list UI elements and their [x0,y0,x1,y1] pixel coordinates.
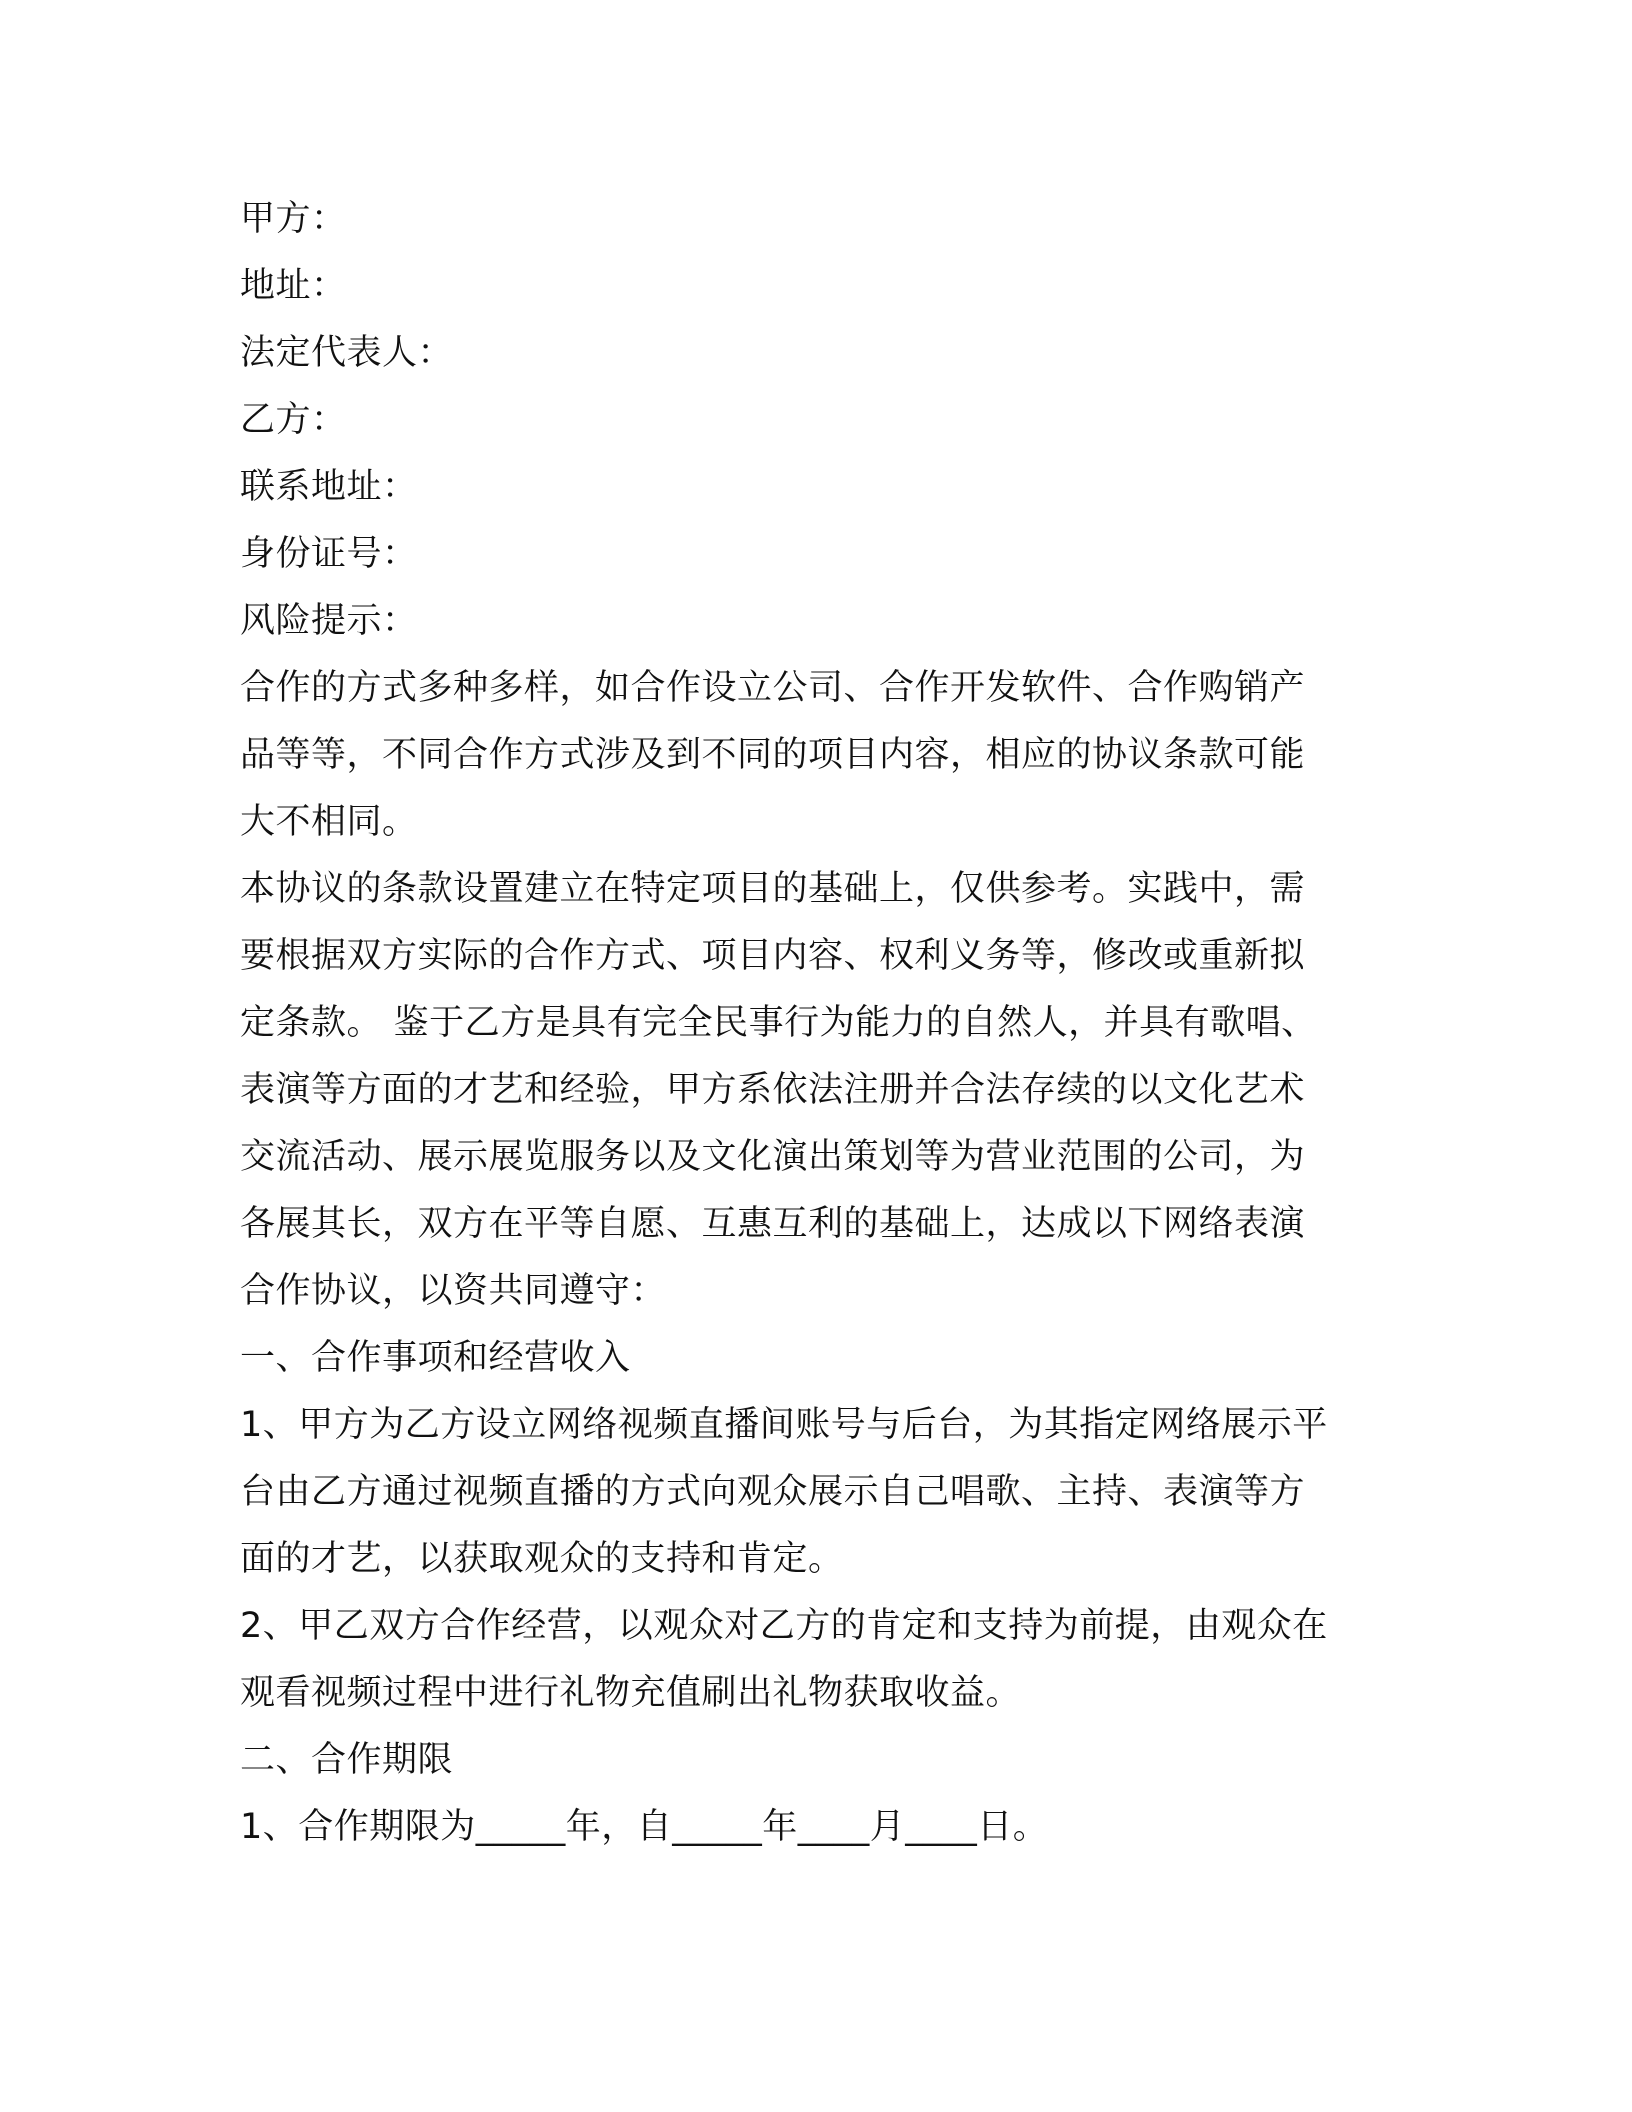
paragraph-line: 品等等，不同合作方式涉及到不同的项目内容，相应的协议条款可能 [240,735,1306,775]
contact-address-label: 联系地址： [240,467,418,507]
id-number-label: 身份证号： [240,534,418,574]
clause-line: 观看视频过程中进行礼物充值刷出礼物获取收益。 [240,1673,1022,1713]
paragraph-line: 大不相同。 [240,802,418,842]
paragraph-line: 各展其长，双方在平等自愿、互惠互利的基础上，达成以下网络表演 [240,1204,1306,1244]
paragraph-line: 本协议的条款设置建立在特定项目的基础上，仅供参考。实践中，需 [240,869,1306,909]
section-heading: 一、合作事项和经营收入 [240,1338,631,1378]
clause-line: 台由乙方通过视频直播的方式向观众展示自己唱歌、主持、表演等方 [240,1472,1306,1512]
clause-line: 面的才艺，以获取观众的支持和肯定。 [240,1539,844,1579]
clause-line: 2、甲乙双方合作经营，以观众对乙方的肯定和支持为前提，由观众在 [240,1606,1328,1646]
paragraph-line: 交流活动、展示展览服务以及文化演出策划等为营业范围的公司，为 [240,1137,1306,1177]
paragraph-line: 合作的方式多种多样，如合作设立公司、合作开发软件、合作购销产 [240,668,1306,708]
section-heading: 二、合作期限 [240,1740,454,1780]
paragraph-line: 定条款。 鉴于乙方是具有完全民事行为能力的自然人，并具有歌唱、 [240,1003,1317,1043]
paragraph-line: 合作协议，以资共同遵守： [240,1271,667,1311]
document-body [240,186,1380,1861]
legal-representative-label: 法定代表人： [240,333,454,373]
address-label: 地址： [240,266,347,306]
party-a-label: 甲方： [240,199,347,239]
clause-line: 1、甲方为乙方设立网络视频直播间账号与后台，为其指定网络展示平 [240,1405,1328,1445]
paragraph-line: 要根据双方实际的合作方式、项目内容、权利义务等，修改或重新拟 [240,936,1306,976]
risk-notice-heading: 风险提示： [240,601,418,641]
party-b-label: 乙方： [240,400,347,440]
paragraph-line: 表演等方面的才艺和经验，甲方系依法注册并合法存续的以文化艺术 [240,1070,1306,1110]
clause-line: 1、合作期限为_____年，自_____年____月____日。 [240,1807,1049,1847]
